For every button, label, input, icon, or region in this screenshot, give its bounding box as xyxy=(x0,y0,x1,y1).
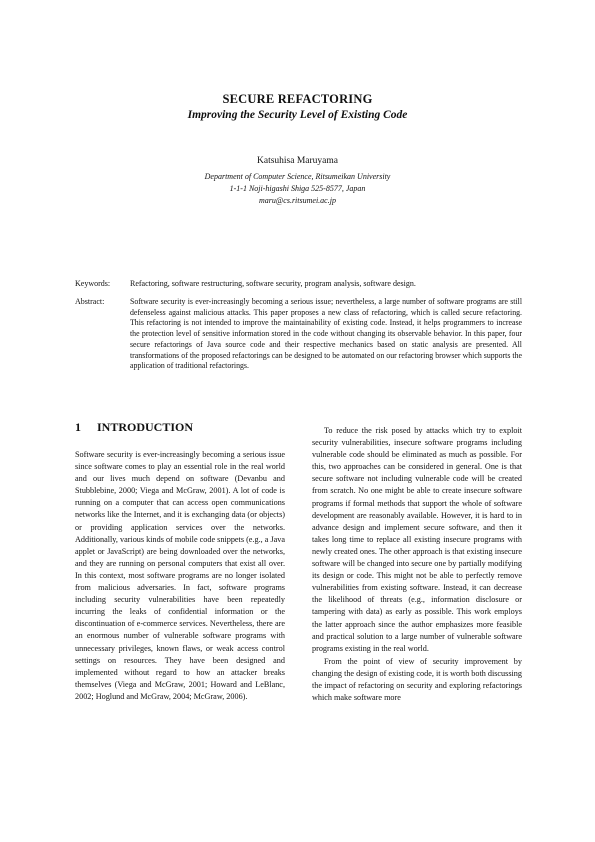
right-column xyxy=(312,425,522,704)
author-affiliation: Department of Computer Science, Ritsumeikan University xyxy=(204,172,391,181)
left-column xyxy=(75,449,285,703)
intro-paragraph-3: From the point of view of security improvement by changing the design of existing code, it is worth both discussing the impact of refactoring on security and exploring refactorings which make software more xyxy=(312,656,522,703)
keywords-text: Refactoring, software restructuring, software security, program analysis, software design. xyxy=(130,279,416,288)
section-number: 1 xyxy=(75,420,81,434)
abstract-label: Abstract: xyxy=(75,297,105,306)
author-name: Katsuhisa Maruyama xyxy=(257,156,338,166)
keywords-label: Keywords: xyxy=(75,279,111,288)
author-address: 1-1-1 Noji-higashi Shiga 525-8577, Japan xyxy=(229,184,366,193)
abstract-text: Software security is ever-increasingly becoming a serious issue; nevertheless, a large number of software programs are still defenseless against malicious attacks. This paper proposes a new class of refactoring, which is called secure refactoring. This refactoring is not intended to improve the maintainability of existing code. Instead, it helps programmers to increase the protection level of sensitive information stored in the code without changing its observable behavior. In this paper, four secure refactorings of Java source code and their respective mechanics based on static analysis are presented. All transformations of the proposed refactorings can be designed to be automated on our refactoring browser which supports the application of traditional refactorings. xyxy=(130,297,522,371)
paper-title: SECURE REFACTORING xyxy=(222,92,373,106)
author-email: maru@cs.ritsumei.ac.jp xyxy=(259,196,336,205)
intro-paragraph-2: To reduce the risk posed by attacks which try to exploit security vulnerabilities, insecure software programs including vulnerable code should be eliminated as much as possible. For this, two approaches can be considered in general. One is that secure software not including vulnerable code will be created from scratch. No one might be able to create insecure software programs if formal methods that support the whole of software development are reasonably available. However, it is hard to in advance design and implement secure software, and then it takes long time to replace all existing insecure programs with newly created ones. The other approach is that existing insecure software will be changed into secure one by partially modifying its design or code. This might not be able to perfectly remove vulnerabilities from existing software. Instead, it can decrease the likelihood of threats (e.g., information disclosure or tampering with data) as early as possible. This work employs the latter approach since the author emphasizes more feasible and practical solution to a large number of vulnerable software programs existing in the real world. xyxy=(312,426,522,653)
intro-paragraph-1: Software security is ever-increasingly becoming a serious issue since software comes to play an essential role in the real world and our lives much depend on software (Devanbu and Stubblebine, 2000; Viega and McGraw, 2001). A lot of code is running on a computer that can access open communications networks like the Internet, and it is exchanging data (or objects) or providing application services over the networks. Additionally, various kinds of mobile code snippets (e.g., a Java applet or JavaScript) are being downloaded over the networks, and they are running on personal computers that exist all over. In this context, most software programs are no longer isolated from malicious adversaries. In fact, software programs including security vulnerabilities have been repeatedly incurring the leaks of confidential information or the discontinuation of e-commerce services. Nevertheless, there are an enormous number of vulnerable software programs with unnecessary privileges, known flaws, or weak access control settings on resources. They have been designed and implemented without regard to how an attacker breaks themselves (Viega and McGraw, 2001; Howard and LeBlanc, 2002; Hoglund and McGraw, 2004; McGraw, 2006). xyxy=(75,450,285,701)
paper-subtitle: Improving the Security Level of Existing Code xyxy=(187,109,408,121)
section-heading xyxy=(75,420,193,435)
section-title: INTRODUCTION xyxy=(97,420,194,434)
